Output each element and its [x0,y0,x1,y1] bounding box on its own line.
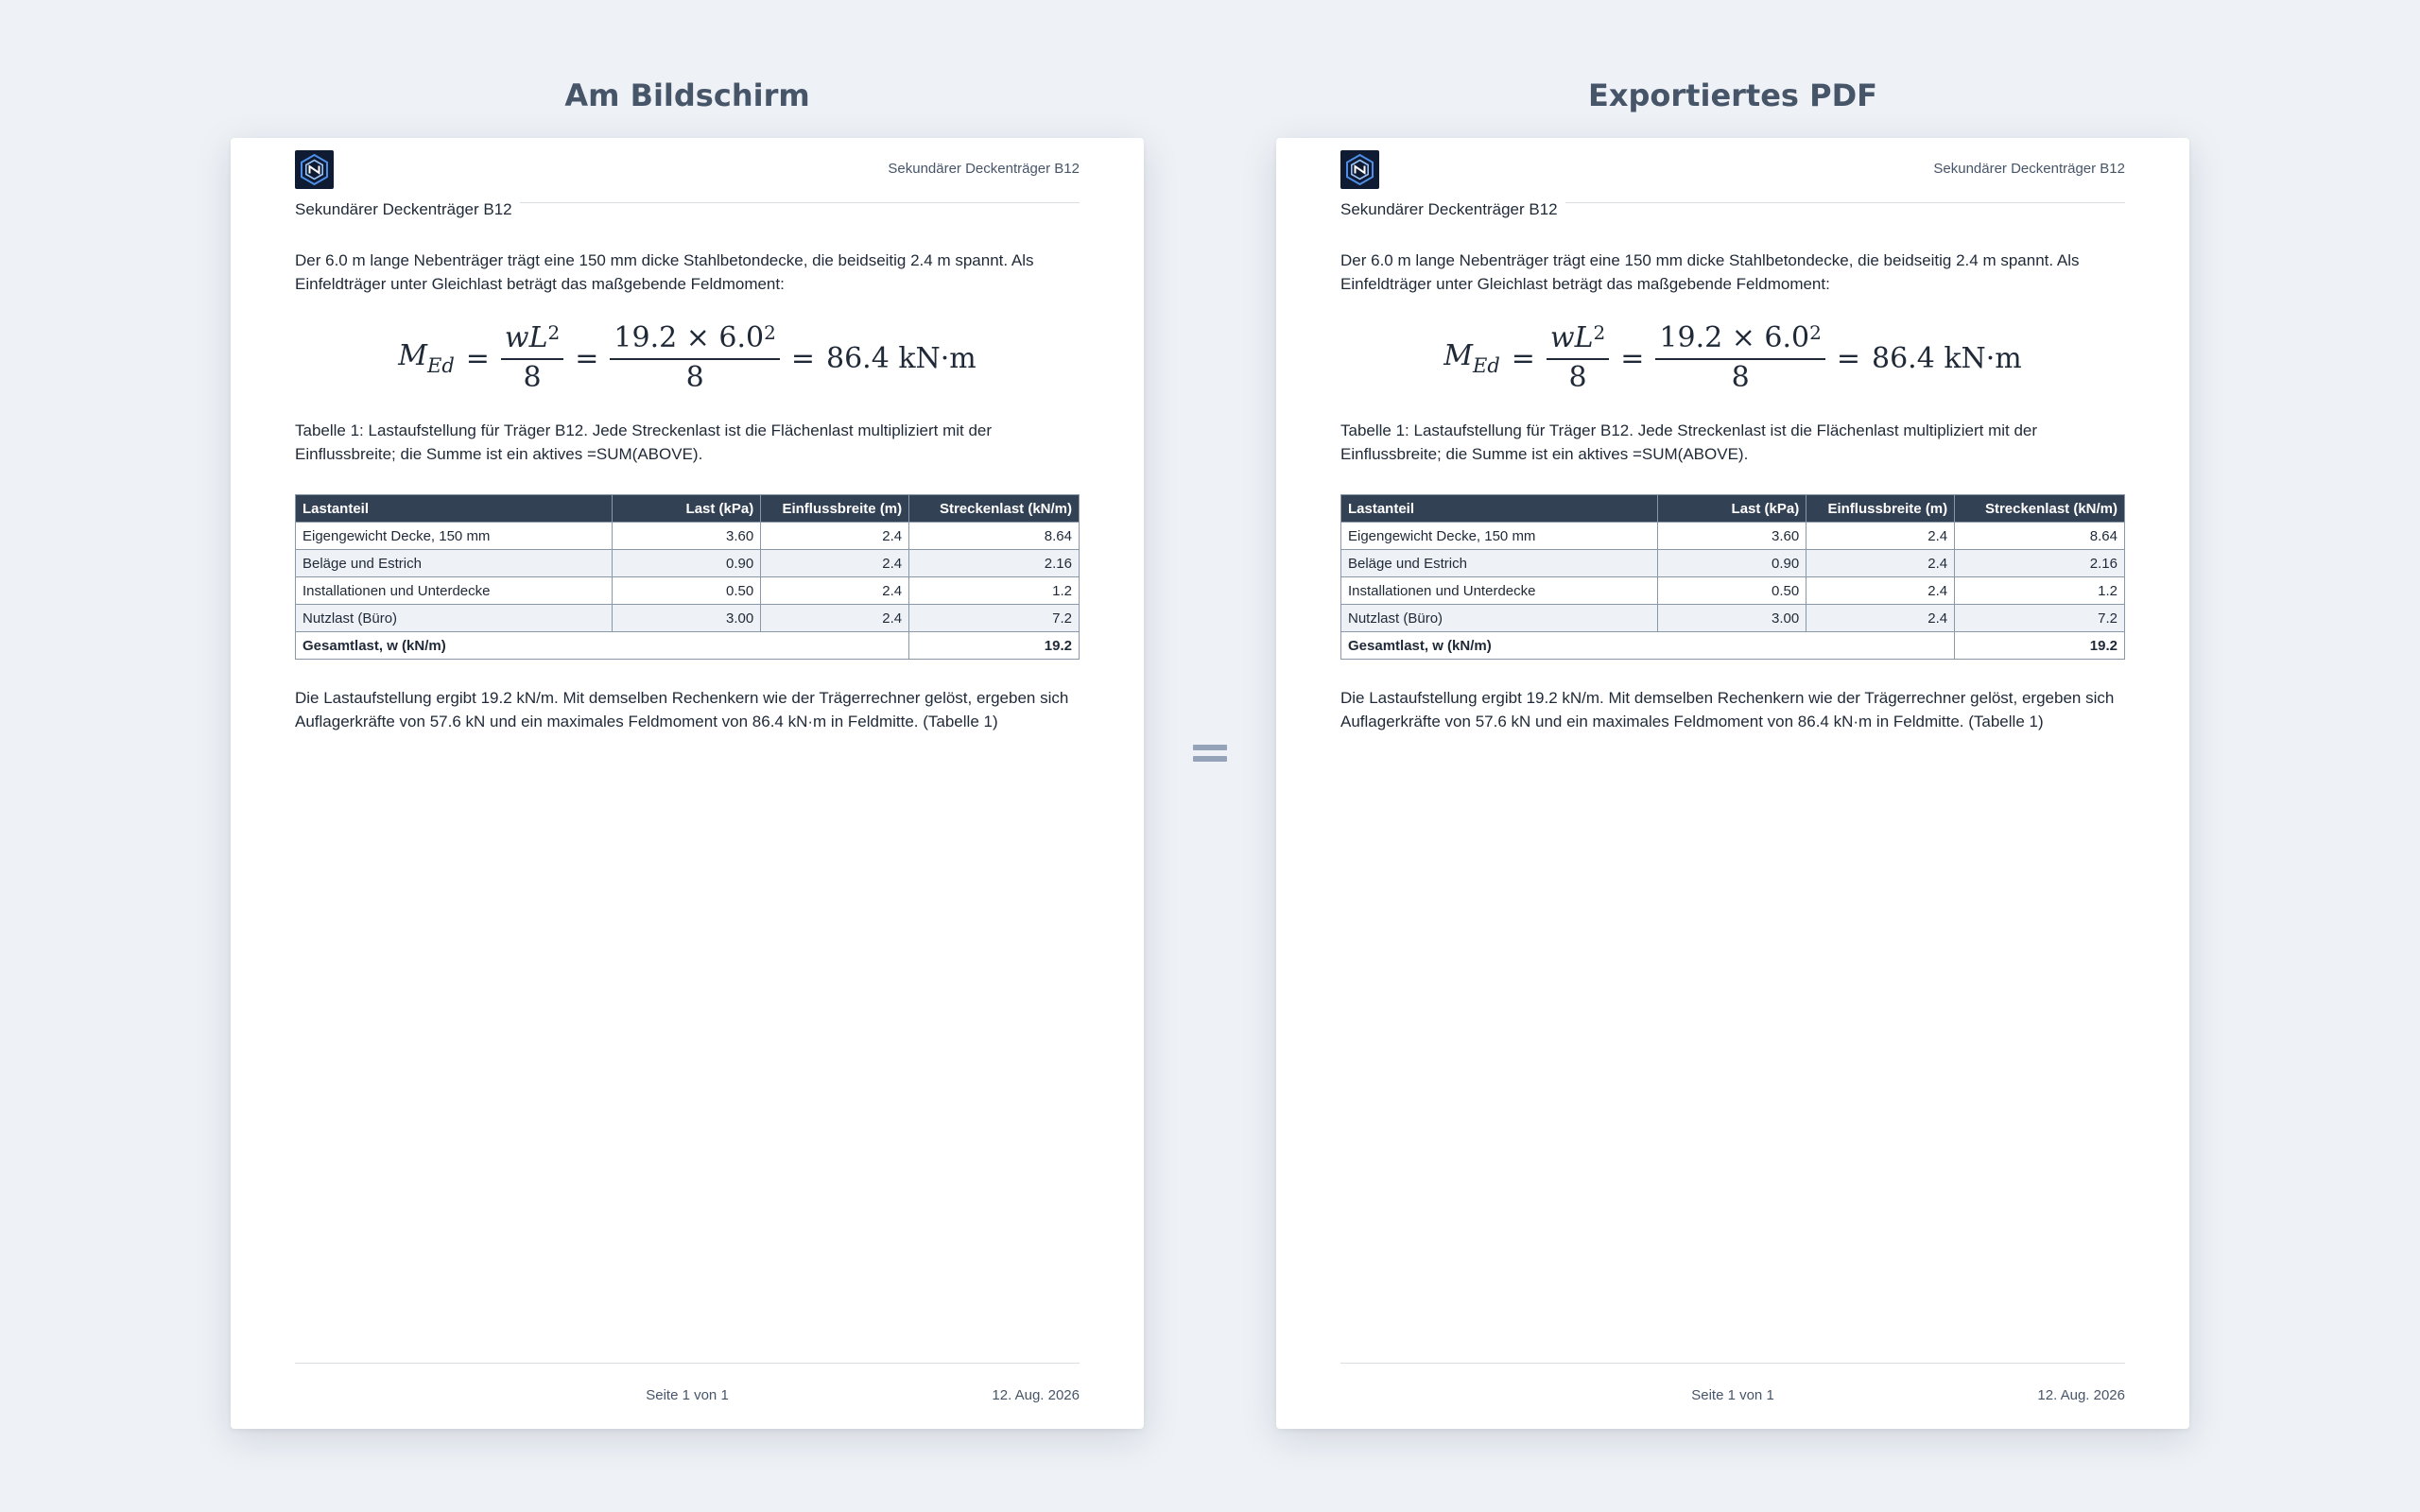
header-title: Sekundärer Deckenträger B12 [888,161,1080,177]
cell-width: 2.4 [1806,523,1955,550]
column-header-load: Last (kPa) [1658,495,1806,523]
table-total-row [296,632,1080,660]
total-value: 19.2 [909,632,1080,660]
total-label: Gesamtlast, w (kN/m) [1341,632,1955,660]
eq-frac1-exponent: 2 [547,321,561,344]
column-header-line-load: Streckenlast (kN/m) [1955,495,2125,523]
footer-page-number: Seite 1 von 1 [646,1387,729,1403]
conclusion-paragraph: Die Lastaufstellung ergibt 19.2 kN/m. Mit demselben Rechenkern wie der Trägerrechner gelöst, ergeben sich Auflagerkräfte von 57.6 kN und ein maximales Feldmoment von 86.4 kN·m in Feldmitte. (Tabelle 1) [1340,689,2115,730]
eq-result: 86.4 kN·m [1871,341,2022,375]
cell-load: 3.00 [1658,605,1806,632]
column-header-line-load: Streckenlast (kN/m) [909,495,1080,523]
cell-component: Nutzlast (Büro) [296,605,613,632]
eq-fraction-symbolic [501,322,563,394]
cell-width: 2.4 [761,577,909,605]
footer-divider [295,1363,1080,1364]
equals-icon [1193,745,1227,764]
column-header-load: Last (kPa) [613,495,761,523]
table-row [1341,550,2125,577]
company-logo-icon [1340,150,1379,189]
cell-width: 2.4 [761,523,909,550]
table-caption: Tabelle 1: Lastaufstellung für Träger B12. Jede Streckenlast ist die Flächenlast multipliziert mit der Einflussbreite; die Summe ist ein aktives =SUM(ABOVE). [295,421,993,463]
table-header-row [296,495,1080,523]
cell-line-load: 1.2 [909,577,1080,605]
cell-component: Nutzlast (Büro) [1341,605,1658,632]
table-total-row [1341,632,2125,660]
document-name: Sekundärer Deckenträger B12 [295,200,520,219]
eq-frac2-numerator: 19.2 × 6.0 [1659,321,1810,354]
eq-lhs-subscript: Ed [1472,354,1500,377]
cell-width: 2.4 [761,550,909,577]
eq-lhs-symbol: M [1443,339,1473,372]
cell-line-load: 8.64 [1955,523,2125,550]
eq-fraction-symbolic [1547,322,1609,394]
eq-frac1-exponent: 2 [1593,321,1606,344]
table-row [1341,577,2125,605]
cell-line-load: 8.64 [909,523,1080,550]
footer-divider [1340,1363,2125,1364]
table-caption: Tabelle 1: Lastaufstellung für Träger B12. Jede Streckenlast ist die Flächenlast multipliziert mit der Einflussbreite; die Summe ist ein aktives =SUM(ABOVE). [1340,421,2038,463]
cell-width: 2.4 [1806,550,1955,577]
footer-page-number: Seite 1 von 1 [1691,1387,1774,1403]
table-row [296,577,1080,605]
eq-frac2-exponent: 2 [1809,321,1822,344]
cell-load: 3.60 [613,523,761,550]
moment-equation: $M_{Ed}$ = $\frac{wL^2}{8}$ = $\frac{19.2 \times 6.0^2}{8}$ = 86.4 kN·m [398,321,977,394]
table-row [296,605,1080,632]
cell-width: 2.4 [761,605,909,632]
column-header-tributary-width: Einflussbreite (m) [1806,495,1955,523]
table-row [296,523,1080,550]
column-header-component: Lastanteil [1341,495,1658,523]
load-table [1340,494,2125,660]
conclusion-paragraph: Die Lastaufstellung ergibt 19.2 kN/m. Mit demselben Rechenkern wie der Trägerrechner gelöst, ergeben sich Auflagerkräfte von 57.6 kN und ein maximales Feldmoment von 86.4 kN·m in Feldmitte. (Tabelle 1) [295,689,1069,730]
cell-line-load: 1.2 [1955,577,2125,605]
eq-frac2-denominator: 8 [685,361,704,394]
cell-component: Installationen und Unterdecke [296,577,613,605]
company-logo-icon [295,150,334,189]
eq-lhs-symbol: M [398,339,427,372]
total-label: Gesamtlast, w (kN/m) [296,632,909,660]
footer-date: 12. Aug. 2026 [2037,1387,2125,1403]
eq-frac1-denominator: 8 [1568,361,1587,394]
document-name: Sekundärer Deckenträger B12 [1340,200,1565,219]
eq-frac1-numerator: wL [504,321,548,354]
eq-fraction-numeric [610,322,779,394]
eq-frac2-numerator: 19.2 × 6.0 [614,321,765,354]
eq-frac2-denominator: 8 [1731,361,1750,394]
load-table [295,494,1080,660]
eq-fraction-numeric [1655,322,1824,394]
cell-line-load: 7.2 [1955,605,2125,632]
cell-component: Installationen und Unterdecke [1341,577,1658,605]
eq-result: 86.4 kN·m [825,341,977,375]
moment-equation: $M_{Ed}$ = $\frac{wL^2}{8}$ = $\frac{19.2 \times 6.0^2}{8}$ = 86.4 kN·m [1443,321,2022,394]
header-title: Sekundärer Deckenträger B12 [1933,161,2125,177]
cell-load: 0.90 [613,550,761,577]
total-value: 19.2 [1955,632,2125,660]
document-page-screen [231,138,1144,1429]
document-page-pdf [1276,138,2189,1429]
eq-frac1-denominator: 8 [523,361,542,394]
cell-width: 2.4 [1806,605,1955,632]
cell-load: 0.90 [1658,550,1806,577]
column-header-tributary-width: Einflussbreite (m) [761,495,909,523]
cell-load: 3.00 [613,605,761,632]
cell-line-load: 7.2 [909,605,1080,632]
eq-lhs-subscript: Ed [426,354,455,377]
table-row [296,550,1080,577]
cell-line-load: 2.16 [1955,550,2125,577]
cell-component: Beläge und Estrich [296,550,613,577]
panel-label-pdf: Exportiertes PDF [1588,77,1877,113]
table-row [1341,605,2125,632]
table-row [1341,523,2125,550]
eq-frac2-exponent: 2 [764,321,776,344]
cell-component: Beläge und Estrich [1341,550,1658,577]
cell-width: 2.4 [1806,577,1955,605]
intro-paragraph: Der 6.0 m lange Nebenträger trägt eine 150 mm dicke Stahlbetondecke, die beidseitig 2.4 m spannt. Als Einfeldträger unter Gleichlast beträgt das maßgebende Feldmoment: [295,251,1034,293]
column-header-component: Lastanteil [296,495,613,523]
panel-label-screen: Am Bildschirm [564,77,810,113]
cell-component: Eigengewicht Decke, 150 mm [296,523,613,550]
footer-date: 12. Aug. 2026 [992,1387,1080,1403]
cell-load: 0.50 [613,577,761,605]
table-header-row [1341,495,2125,523]
cell-line-load: 2.16 [909,550,1080,577]
eq-frac1-numerator: wL [1549,321,1594,354]
intro-paragraph: Der 6.0 m lange Nebenträger trägt eine 150 mm dicke Stahlbetondecke, die beidseitig 2.4 m spannt. Als Einfeldträger unter Gleichlast beträgt das maßgebende Feldmoment: [1340,251,2080,293]
cell-component: Eigengewicht Decke, 150 mm [1341,523,1658,550]
cell-load: 3.60 [1658,523,1806,550]
cell-load: 0.50 [1658,577,1806,605]
